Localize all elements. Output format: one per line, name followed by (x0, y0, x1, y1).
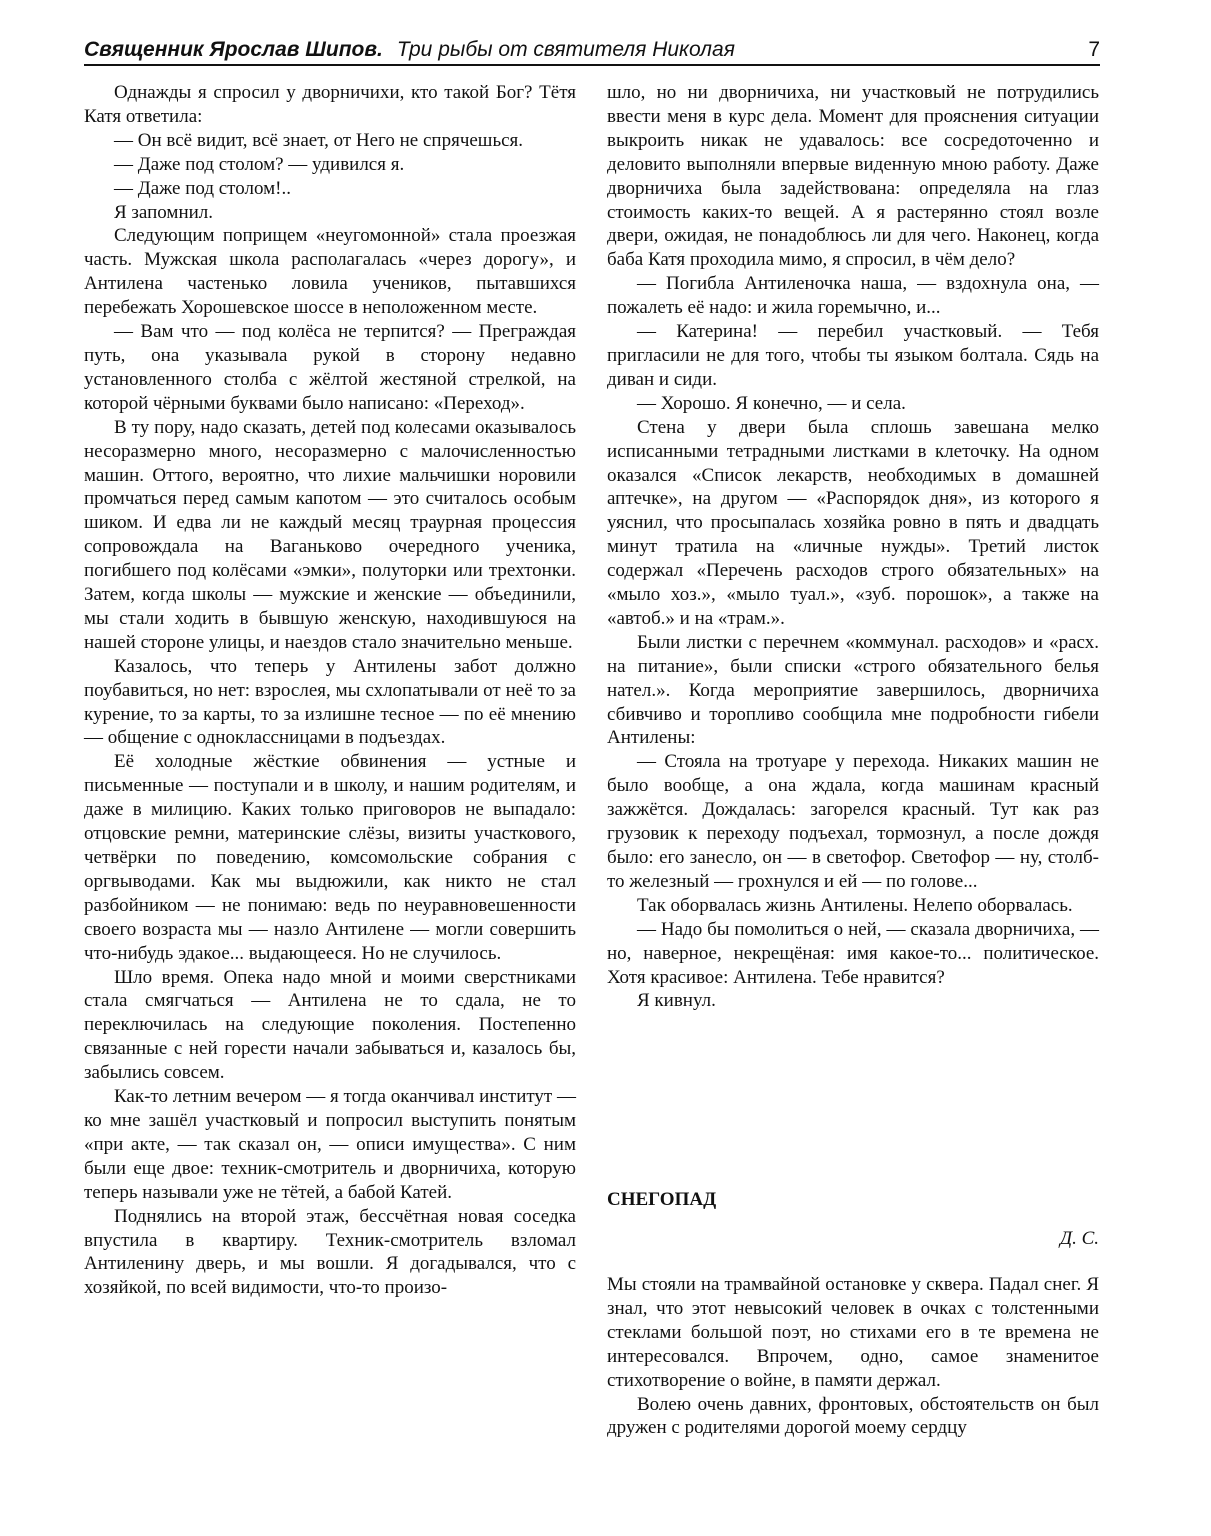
paragraph: Я кивнул. (637, 990, 716, 1012)
dialogue-line: — Погибла Антиленочка наша, — вздохнула она, — пожалеть её надо: и жила горемычно, и... (607, 273, 1099, 319)
dialogue-line: — Даже под столом? — удивился я. (114, 153, 405, 175)
paragraph: Казалось, что теперь у Антилены забот должно поубавиться, но нет: взрослея, мы схлопатывали от неё то за курение, то за карты, то за излишне тесное — по её мнению — общение с одноклассницами в подъездах. (84, 655, 576, 749)
dialogue-line: — Он всё видит, всё знает, от Него не спрячешься. (114, 129, 524, 151)
paragraph: Мы стояли на трамвайной остановке у сквера. Падал снег. Я знал, что этот невысокий человек в очках с толстенными стеклами большой поэт, но стихами его в те времена не интересовался. Впрочем, одно, самое знаменитое стихотворение о войне, в памяти держал. (607, 1274, 1099, 1391)
paragraph-continuation: шло, но ни дворничиха, ни участковый не потрудились ввести меня в курс дела. Момент для прояснения ситуации выкроить никак не удавалось: все сосредоточенно и деловито выполняли впервые виденную мною работу. Даже дворничиха была задействована: определяла на глаз стоимость каких-то вещей. А я растерянно стоял возле двери, ожидая, не понадоблюсь ли для чего. Наконец, когда баба Катя проходила мимо, я спросил, в чём дело? (607, 82, 1099, 271)
dialogue-line: — Стояла на тротуаре у перехода. Никаких машин не было вообще, а она ждала, когда машинам красный зажжётся. Дождалась: загорелся красный. Тут как раз грузовик к переходу подъехал, тормознул, а после дождя было: его занесло, он — в светофор. Светофор — ну, столб-то железный — грохнулся и ей — по голове... (607, 751, 1099, 892)
dialogue-line: — Хорошо. Я конечно, — и села. (637, 392, 906, 414)
paragraph: Волею очень давних, фронтовых, обстоятельств он был дружен с родителями дорогой моему сердцу (607, 1393, 1099, 1439)
section-heading: СНЕГОПАД (607, 1189, 717, 1210)
running-head (84, 38, 1100, 66)
dialogue-line: — Надо бы помолиться о ней, — сказала дворничиха, — но, наверное, некрещёная: имя какое-то... политическое. Хотя красивое: Антилена. Тебе нравится? (607, 918, 1099, 988)
paragraph: Как-то летним вечером — я тогда оканчивал институт — ко мне зашёл участковый и попросил выступить понятым «при акте, — так сказал он, — описи имущества». С ним были еще двое: техник-смотритель и дворничиха, которую теперь называли уже не тётей, а бабой Катей. (84, 1086, 576, 1203)
paragraph: Были листки с перечнем «коммунал. расходов» и «расх. на питание», были списки «строго обязательного белья нател.». Когда мероприятие завершилось, дворничиха сбивчиво и торопливо сообщила мне подробности гибели Антилены: (607, 631, 1099, 749)
paragraph: Следующим поприщем «неугомонной» стала проезжая часть. Мужская школа располагалась «через дорогу», и Антилена частенько ловила учеников, пытавшихся перебежать Хорошевское шоссе в неположенном месте. (84, 225, 576, 319)
dialogue-line: — Вам что — под колёса не терпится? — Преграждая путь, она указывала рукой в сторону недавно установленного столба с жёлтой жестяной стрелкой, на которой чёрными буквами было написано: «Переход». (84, 321, 576, 414)
paragraph: Однажды я спросил у дворничихи, кто такой Бог? Тётя Катя ответила: (84, 82, 576, 127)
section-dedication: Д. С. (1059, 1228, 1099, 1249)
paragraph: Её холодные жёсткие обвинения — устные и письменные — поступали и в школу, и нашим родителям, и даже в милицию. Каких только приговоров не выпадало: отцовские ремни, материнские слёзы, визиты участкового, четвёрки по поведению, комсомольские собрания с оргвыводами. Как мы выдюжили, как никто не стал разбойником — не понимаю: ведь по неуравновешенности своего возраста мы — назло Антилене — могли совершить что-нибудь эдакое... выдающееся. Но не случилось. (84, 751, 576, 964)
paragraph: Шло время. Опека надо мной и моими сверстниками стала смягчаться — Антилена не то сдала, не то переключилась на следующие поколения. Постепенно связанные с ней горести начали забываться и, казалось бы, забылись совсем. (84, 966, 576, 1084)
paragraph: Поднялись на второй этаж, бессчётная новая соседка впустила в квартиру. Техник-смотритель взломал Антиленину дверь, и мы вошли. Я догадывался, что с хозяйкой, по всей видимости, что-то произо- (84, 1205, 576, 1299)
dialogue-line: — Катерина! — перебил участковый. — Тебя пригласили не для того, чтобы ты языком болтала. Сядь на диван и сиди. (607, 321, 1099, 390)
section-body (607, 1273, 1099, 1440)
paragraph: В ту пору, надо сказать, детей под колесами оказывалось несоразмерно много, несоразмерно с малочисленностью машин. Оттого, вероятно, что лихие мальчишки норовили промчаться перед самым капотом — это считалось особым шиком. И едва ли не каждый месяц траурная процессия сопровождала на Ваганьково очередного ученика, погибшего под колёсами «эмки», полуторки или трехтонки. Затем, когда школы — мужские и женские — объединили, мы стали ходить в бывшую женскую, находившуюся на нашей стороне улицы, и наездов стало значительно меньше. (84, 416, 576, 653)
running-head-title: Три рыбы от святителя Николая (396, 38, 735, 61)
paragraph: Стена у двери была сплошь завешана мелко исписанными тетрадными листками в клеточку. На одном оказался «Список лекарств, необходимых в домашней аптечке», на другом — «Распорядок дня», из которого я уяснил, что просыпалась хозяйка ровно в пять и двадцать минут тратила на «личные нужды». Третий листок содержал «Перечень расходов строго обязательных» на «мыло хоз.», «мыло туал.», «зуб. порошок», а также на «автоб.» и на «трам.». (607, 416, 1099, 629)
right-column (607, 81, 1099, 1521)
page-number: 7 (1088, 38, 1100, 61)
paragraph: Так оборвалась жизнь Антилены. Нелепо оборвалась. (637, 894, 1073, 916)
running-head-author: Священник Ярослав Шипов. (84, 38, 383, 61)
dialogue-line: — Даже под столом!.. (114, 177, 291, 199)
paragraph: Я запомнил. (114, 201, 214, 223)
left-column (84, 81, 576, 1300)
